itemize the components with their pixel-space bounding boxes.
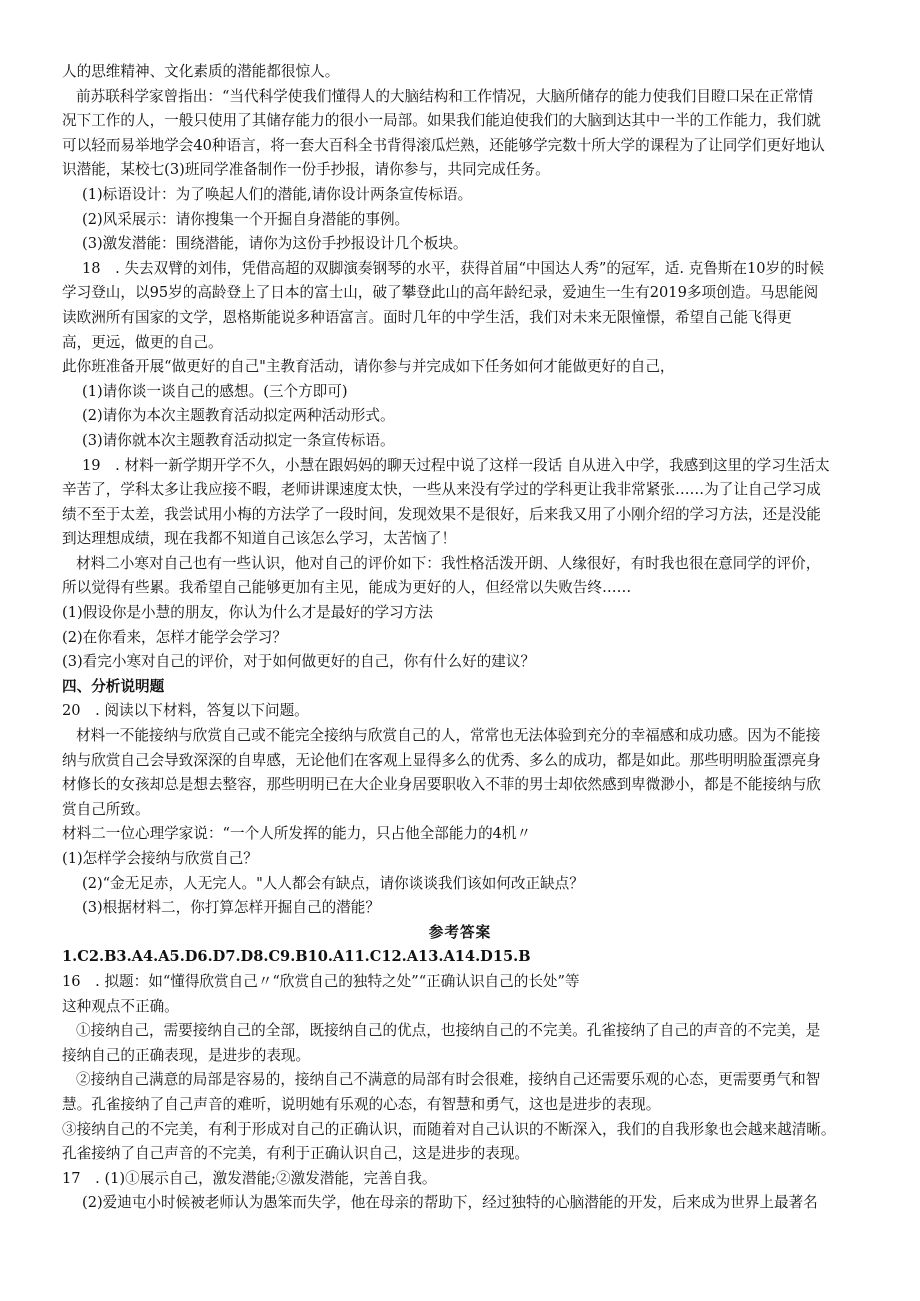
text-line: (1)假设你是小慧的朋友，你认为什么才是最好的学习方法 xyxy=(62,604,433,622)
text-line: ②接纳自己满意的局部是容易的，接纳自己不满意的局部有时会很难，接纳自己还需要乐观的心态，更需要勇气和智 xyxy=(76,1071,821,1089)
text-line: 材料二一位心理学家说：“一个人所发挥的能力，只占他全部能力的4机〃 xyxy=(62,825,532,843)
text-line: 高，更远，做更的自己。 xyxy=(62,333,223,351)
text-line: 可以轻而易举地学会40种语言，将一套大百科全书背得滚瓜烂熟，还能够学完数十所大学的课程为了让同学们更好地认 xyxy=(62,136,825,154)
text-line: 材修长的女孩却总是想去整容，那些明明已在大企业身居要职收入不菲的男士却依然感到卑微渺小，都是不能接纳与欣 xyxy=(62,776,821,794)
text-line: (1)标语设计：为了唤起人们的潜能,请你设计两条宣传标语。 xyxy=(82,185,473,203)
text-line: 这种观点不正确。 xyxy=(62,997,179,1015)
text-line: 慧。孔雀接纳了自己声音的难听，说明她有乐观的心态，有智慧和勇气，这也是进步的表现。 xyxy=(62,1095,661,1113)
text-line: 此你班准备开展“做更好的自己"主教育活动，请你参与并完成如下任务如何才能做更好的自己， xyxy=(62,358,675,376)
text-line: 19 . 材料一新学期开学不久，小慧在跟妈妈的聊天过程中说了这样一段话 自从进入中学，我感到这里的学习生活太 xyxy=(82,456,830,474)
text-line: 况下工作的人，一般只使用了其储存能力的很小一局部。如果我们能迫使我们的大脑到达其中一半的工作能力，我们就 xyxy=(62,112,821,130)
text-line: (2)请你为本次主题教育活动拟定两种活动形式。 xyxy=(82,407,395,425)
text-line: 四、分析说明题 xyxy=(62,677,165,695)
text-line: 识潜能，某校七(3)班同学准备制作一份手抄报，请你参与，共同完成任务。 xyxy=(62,161,550,179)
text-line: 孔雀接纳了自己声音的不完美，有利于正确认识自己，这是进步的表现。 xyxy=(62,1145,530,1163)
text-line: 到达理想成绩，现在我都不知道自己该怎么学习，太苦恼了！ xyxy=(62,530,457,548)
text-line: 接纳自己的正确表现，是进步的表现。 xyxy=(62,1046,311,1064)
text-line: (2)“金无足赤，人无完人。"人人都会有缺点，请你谈谈我们该如何改正缺点？ xyxy=(82,874,584,892)
text-line: 赏自己所致。 xyxy=(62,800,150,818)
text-line: 辛苦了，学科太多让我应接不暇，老师讲课速度太快，一些从来没有学过的学科更让我非常紧张……为了让自己学习成 xyxy=(62,481,821,499)
text-line: 18 . 失去双臂的刘伟，凭借高超的双脚演奏钢琴的水平，获得首届“中国达人秀”的冠军，适. 克鲁斯在10岁的时候 xyxy=(82,259,824,277)
text-line: 所以觉得有些累。我希望自己能够更加有主见，能成为更好的人，但经常以失败告终…… xyxy=(62,579,632,597)
text-line: 材料二小寒对自己也有一些认识，他对自己的评价如下：我性格活泼开朗、人缘很好，有时我也很在意同学的评价， xyxy=(76,554,821,572)
text-line: (3)根据材料二，你打算怎样开掘自己的潜能？ xyxy=(82,899,380,917)
text-line: 人的思维精神、文化素质的潜能都很惊人。 xyxy=(62,63,340,80)
text-line: 17 . (1)①展示自己，激发潜能;②激发潜能，完善自我。 xyxy=(62,1169,437,1187)
text-line: 1.C2.B3.A4.A5.D6.D7.D8.C9.B10.A11.C12.A13.A14.D15.B xyxy=(62,948,531,966)
text-line: (3)看完小寒对自己的评价，对于如何做更好的自己，你有什么好的建议？ xyxy=(62,653,536,671)
text-line: 纳与欣赏自己会导致深深的自卑感，无论他们在客观上显得多么的优秀、多么的成功，都是如此。那些明明脸蛋漂亮身 xyxy=(62,751,821,769)
text-line: 20 . 阅读以下材料，答复以下问题。 xyxy=(62,702,309,720)
text-line: (2)风采展示：请你搜集一个开掘自身潜能的事例。 xyxy=(82,210,410,228)
text-line: 学习登山，以95岁的高龄登上了日本的富士山，破了攀登此山的高年龄纪录，爱迪生一生有2019多项创造。马思能阅 xyxy=(62,284,819,302)
text-line: (3)激发潜能：围绕潜能，请你为这份手抄报设计几个板块。 xyxy=(82,235,468,253)
text-line: (3)请你就本次主题教育活动拟定一条宣传标语。 xyxy=(82,431,395,449)
text-line: ①接纳自己，需要接纳自己的全部，既接纳自己的优点，也接纳自己的不完美。孔雀接纳了自己的声音的不完美，是 xyxy=(76,1022,821,1040)
text-line: (1)请你谈一谈自己的感想。(三个方即可) xyxy=(82,382,348,400)
text-line: 材料一不能接纳与欣赏自己或不能完全接纳与欣赏自己的人，常常也无法体验到充分的幸福感和成功感。因为不能接 xyxy=(76,727,821,745)
text-line: (2)在你看来，怎样才能学会学习？ xyxy=(62,628,287,646)
text-line: (1)怎样学会接纳与欣赏自己？ xyxy=(62,850,258,867)
text-line: 前苏联科学家曾指出：“当代科学使我们懂得人的大脑结构和工作情况，大脑所储存的能力使我们目瞪口呆在正常情 xyxy=(76,87,814,105)
text-line: 绩不至于太差，我尝试用小梅的方法学了一段时间，发现效果不是很好，后来我又用了小刚介绍的学习方法，还是没能 xyxy=(62,505,821,523)
text-line: 16 . 拟题：如“懂得欣赏自己〃“欣赏自己的独特之处”“正确认识自己的长处”等 xyxy=(62,972,580,990)
text-line: 读欧洲所有国家的文学，恩格斯能说多种语富言。面时几年的中学生活，我们对未来无限憧憬，希望自己能飞得更 xyxy=(62,308,792,326)
section-heading: 参考答案 xyxy=(428,923,492,941)
text-line: ③接纳自己的不完美，有利于形成对自己的正确认识，而随着对自己认识的不断深入，我们的自我形象也会越来越清晰。 xyxy=(62,1120,836,1138)
text-line: (2)爱迪屯小时候被老师认为愚笨而失学，他在母亲的帮助下，经过独特的心脑潜能的开发，后来成为世界上最著名 xyxy=(82,1194,818,1212)
